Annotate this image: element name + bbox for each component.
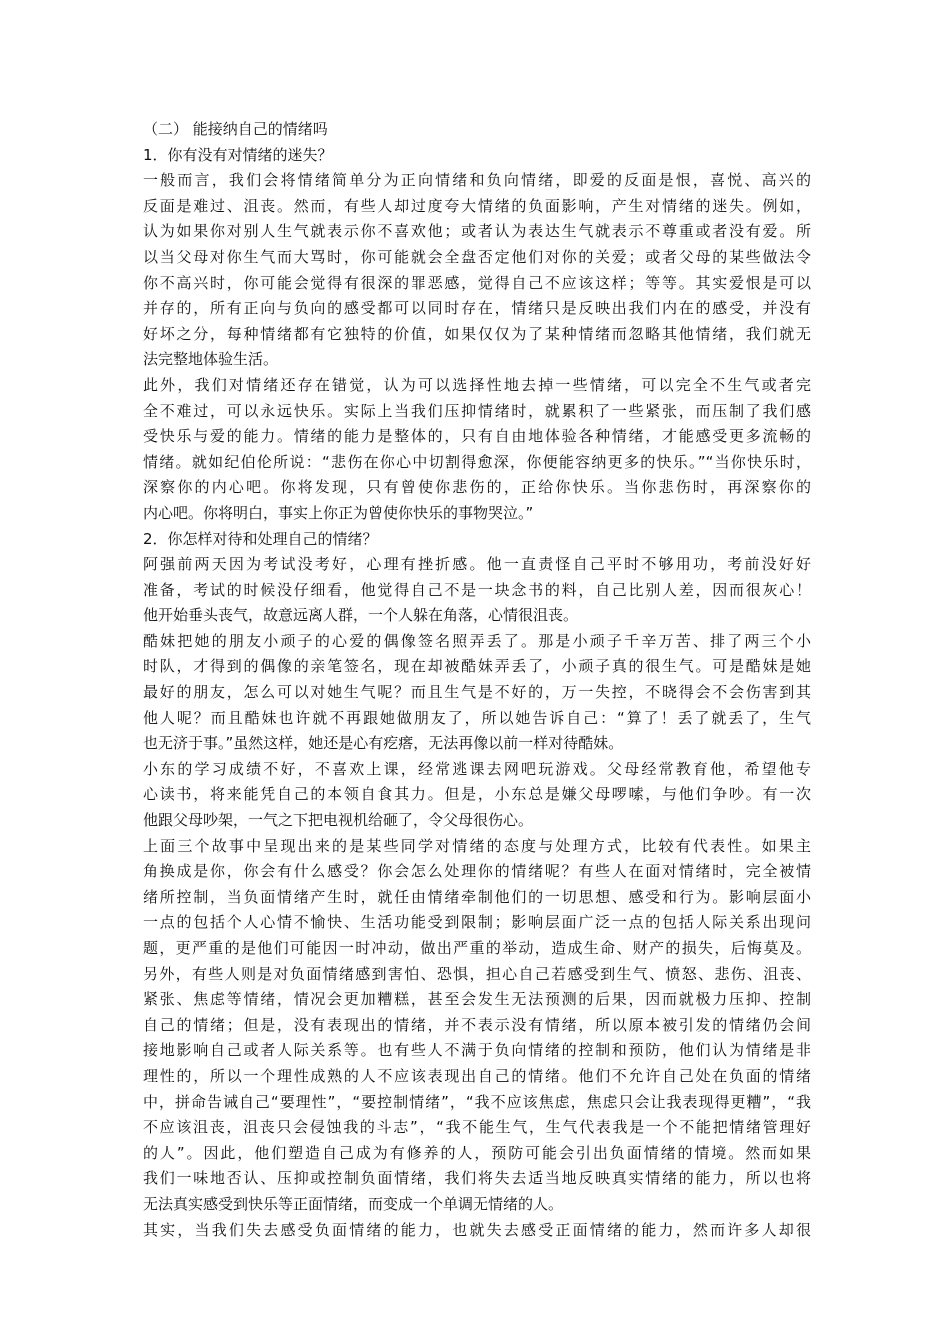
text-line: 其实，当我们失去感受负面情绪的能力，也就失去感受正面情绪的能力，然而许多人却很	[143, 1220, 811, 1239]
question-1-heading: 1．你有没有对情绪的迷失？	[143, 145, 333, 164]
text-line: 酷妹把她的朋友小顽子的心爱的偶像签名照弄丢了。那是小顽子千辛万苦、排了两三个小	[143, 631, 811, 650]
text-line: 绪所控制，当负面情绪产生时，就任由情绪牵制他们的一切思想、感受和行为。影响层面小	[143, 887, 811, 906]
text-line: 题，更严重的是他们可能因一时冲动，做出严重的举动，造成生命、财产的损失，后悔莫及。	[143, 939, 811, 957]
text-line: 他跟父母吵架，一气之下把电视机给砸了，令父母很伤心。	[143, 811, 534, 830]
text-line: 紧张、焦虑等情绪，情况会更加糟糕，甚至会发生无法预测的后果，因而就极力压抑、控制	[143, 990, 811, 1009]
section-heading: （二） 能接纳自己的情绪吗	[143, 120, 328, 138]
text-line: 以当父母对你生气而大骂时，你可能就会全盘否定他们对你的关爱；或者父母的某些做法令	[143, 247, 811, 266]
text-line: 准备，考试的时候没仔细看，他觉得自己不是一块念书的料，自己比别人差，因而很灰心！	[143, 580, 811, 599]
text-line: 认为如果你对别人生气就表示你不喜欢他；或者认为表达生气就表示不尊重或者没有爱。所	[143, 222, 811, 241]
text-line: 你不高兴时，你可能会觉得有很深的罪恶感，觉得自己不应该这样；等等。其实爱恨是可以	[143, 273, 811, 292]
paragraph-emotion-illusion	[143, 373, 811, 527]
text-line: 上面三个故事中呈现出来的是某些同学对情绪的态度与处理方式，比较有代表性。如果主	[143, 836, 811, 855]
text-line: 并存的，所有正向与负向的感受都可以同时存在，情绪只是反映出我们内在的感受，并没有	[143, 299, 811, 318]
text-line: 一般而言，我们会将情绪简单分为正向情绪和负向情绪，即爱的反面是恨，喜悦、高兴的	[143, 171, 811, 190]
paragraph-aqiang-story	[143, 552, 811, 629]
text-line: 自己的情绪；但是，没有表现出的情绪，并不表示没有情绪，所以原本被引发的情绪仍会间	[143, 1015, 811, 1034]
paragraph-xiaodong-story	[143, 757, 811, 834]
text-line: 一点的包括个人心情不愉快、生活功能受到限制；影响层面广泛一点的包括人际关系出现问	[143, 913, 811, 932]
text-line: 最好的朋友，怎么可以对她生气呢？而且生气是不好的，万一失控，不晓得会不会伤害到其	[143, 683, 811, 702]
text-line: 此外，我们对情绪还存在错觉，认为可以选择性地去掉一些情绪，可以完全不生气或者完	[143, 375, 811, 394]
text-line: 理性的，所以一个理性成熟的人不应该表现出自己的情绪。他们不允许自己处在负面的情绪	[143, 1066, 811, 1085]
paragraph-conclusion	[143, 1218, 811, 1244]
text-line: 中，拼命告诫自己“要理性”，“要控制情绪”，“我不应该焦虑，焦虑只会让我表现得更糟”，“我	[143, 1092, 811, 1111]
text-line: 不应该沮丧，沮丧只会侵蚀我的斗志”，“我不能生气，生气代表我是一个不能把情绪管理好	[143, 1118, 811, 1137]
text-line: 好坏之分，每种情绪都有它独特的价值，如果仅仅为了某种情绪而忽略其他情绪，我们就无	[143, 324, 811, 343]
text-line: 情绪。就如纪伯伦所说：“悲伤在你心中切割得愈深，你便能容纳更多的快乐。”“当你快乐时，	[143, 452, 811, 471]
paragraph-analysis	[143, 834, 811, 1218]
text-line: 的人”。因此，他们塑造自己成为有修养的人，预防可能会引出负面情绪的情境。然而如果	[143, 1143, 811, 1162]
text-line: 深察你的内心吧。你将发现，只有曾使你悲伤的，正给你快乐。当你悲伤时，再深察你的	[143, 478, 811, 497]
text-line: 全不难过，可以永远快乐。实际上当我们压抑情绪时，就累积了一些紧张，而压制了我们感	[143, 401, 811, 420]
text-line: 小东的学习成绩不好，不喜欢上课，经常逃课去网吧玩游戏。父母经常教育他，希望他专	[143, 759, 811, 778]
text-line: 内心吧。你将明白，事实上你正为曾使你快乐的事物哭泣。”	[143, 503, 534, 522]
text-line: 无法真实感受到快乐等正面情绪，而变成一个单调无情绪的人。	[143, 1194, 564, 1213]
paragraph-kumei-story	[143, 629, 811, 757]
text-line: 法完整地体验生活。	[143, 350, 279, 369]
text-line: 角换成是你，你会有什么感受？你会怎么处理你的情绪呢？有些人在面对情绪时，完全被情	[143, 862, 811, 881]
text-line: 时队，才得到的偶像的亲笔签名，现在却被酷妹弄丢了，小顽子真的很生气。可是酷妹是她	[143, 657, 811, 676]
paragraph-emotion-confusion	[143, 168, 811, 373]
text-line: 反面是难过、沮丧。然而，有些人却过度夸大情绪的负面影响，产生对情绪的迷失。例如，	[143, 196, 811, 215]
text-line: 另外，有些人则是对负面情绪感到害怕、恐惧，担心自己若感受到生气、愤怒、悲伤、沮丧、	[143, 964, 811, 983]
text-line: 我们一味地否认、压抑或控制负面情绪，我们将失去适当地反映真实情绪的能力，所以也将	[143, 1169, 811, 1188]
text-line: 他开始垂头丧气，故意远离人群，一个人躲在角落，心情很沮丧。	[143, 606, 579, 625]
text-line: 接地影响自己或者人际关系等。也有些人不满于负向情绪的控制和预防，他们认为情绪是非	[143, 1041, 811, 1060]
text-line: 心读书，将来能凭自己的本领自食其力。但是，小东总是嫌父母啰嗦，与他们争吵。有一次	[143, 785, 811, 804]
text-line: 他人呢？而且酷妹也许就不再跟她做朋友了，所以她告诉自己：“算了！丢了就丢了，生气	[143, 708, 811, 727]
document-page	[143, 117, 811, 1243]
text-line: 阿强前两天因为考试没考好，心理有挫折感。他一直责怪自己平时不够用功，考前没好好	[143, 555, 811, 574]
text-line: 受快乐与爱的能力。情绪的能力是整体的，只有自由地体验各种情绪，才能感受更多流畅的	[143, 427, 811, 446]
question-2-heading: 2．你怎样对待和处理自己的情绪？	[143, 529, 378, 548]
text-line: 也无济于事。”虽然这样，她还是心有疙瘩，无法再像以前一样对待酷妹。	[143, 734, 624, 753]
